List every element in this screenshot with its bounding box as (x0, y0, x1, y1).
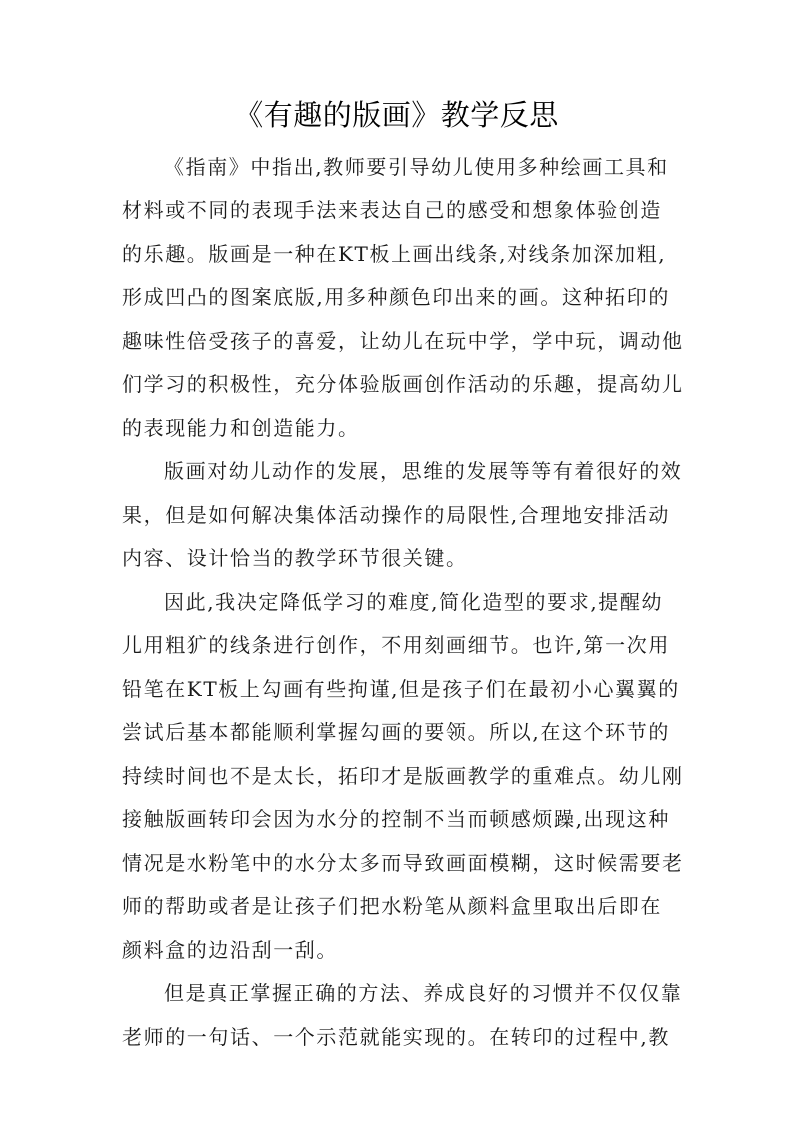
paragraph-line: 的表现能力和创造能力。 (122, 416, 360, 440)
paragraph-line: 版画对幼儿动作的发展，思维的发展等等有着很好的效 (164, 459, 683, 483)
paragraph-line: 颜料盒的边沿刮一刮。 (122, 938, 338, 962)
paragraph-line: 接触版画转印会因为水分的控制不当而顿感烦躁,出现这种 (122, 807, 670, 831)
paragraph-line: 的乐趣。版画是一种在KT板上画出线条,对线条加深加粗, (122, 242, 667, 266)
paragraph-line: 因此,我决定降低学习的难度,简化造型的要求,提醒幼 (164, 590, 664, 614)
paragraph-line: 材料或不同的表现手法来表达自己的感受和想象体验创造 (122, 198, 662, 222)
paragraph-line: 形成凹凸的图案底版,用多种颜色印出来的画。这种拓印的 (122, 285, 670, 309)
paragraph-line: 持续时间也不是太长，拓印才是版画教学的重难点。幼儿刚 (122, 764, 684, 788)
paragraph-line: 果，但是如何解决集体活动操作的局限性,合理地安排活动 (122, 503, 670, 527)
paragraph-line: 但是真正掌握正确的方法、养成良好的习惯并不仅仅靠 (164, 981, 683, 1005)
paragraph-line: 趣味性倍受孩子的喜爱，让幼儿在玩中学，学中玩，调动他 (122, 329, 684, 353)
paragraph-line: 《指南》中指出,教师要引导幼儿使用多种绘画工具和 (164, 155, 669, 179)
paragraph-line: 铅笔在KT板上勾画有些拘谨,但是孩子们在最初小心翼翼的 (122, 677, 680, 701)
document-title: 《有趣的版画》教学反思 (234, 98, 559, 132)
paragraph-line: 尝试后基本都能顺利掌握勾画的要领。所以,在这个环节的 (122, 720, 670, 744)
paragraph-line: 师的帮助或者是让孩子们把水粉笔从颜料盒里取出后即在 (122, 894, 662, 918)
paragraph-line: 内容、设计恰当的教学环节很关键。 (122, 546, 468, 570)
paragraph-line: 情况是水粉笔中的水分太多而导致画面模糊，这时候需要老 (122, 851, 684, 875)
paragraph-line: 老师的一句话、一个示范就能实现的。在转印的过程中,教 (122, 1025, 670, 1049)
paragraph-line: 们学习的积极性，充分体验版画创作活动的乐趣，提高幼儿 (122, 372, 684, 396)
paragraph-line: 儿用粗犷的线条进行创作，不用刻画细节。也许,第一次用 (122, 633, 670, 657)
